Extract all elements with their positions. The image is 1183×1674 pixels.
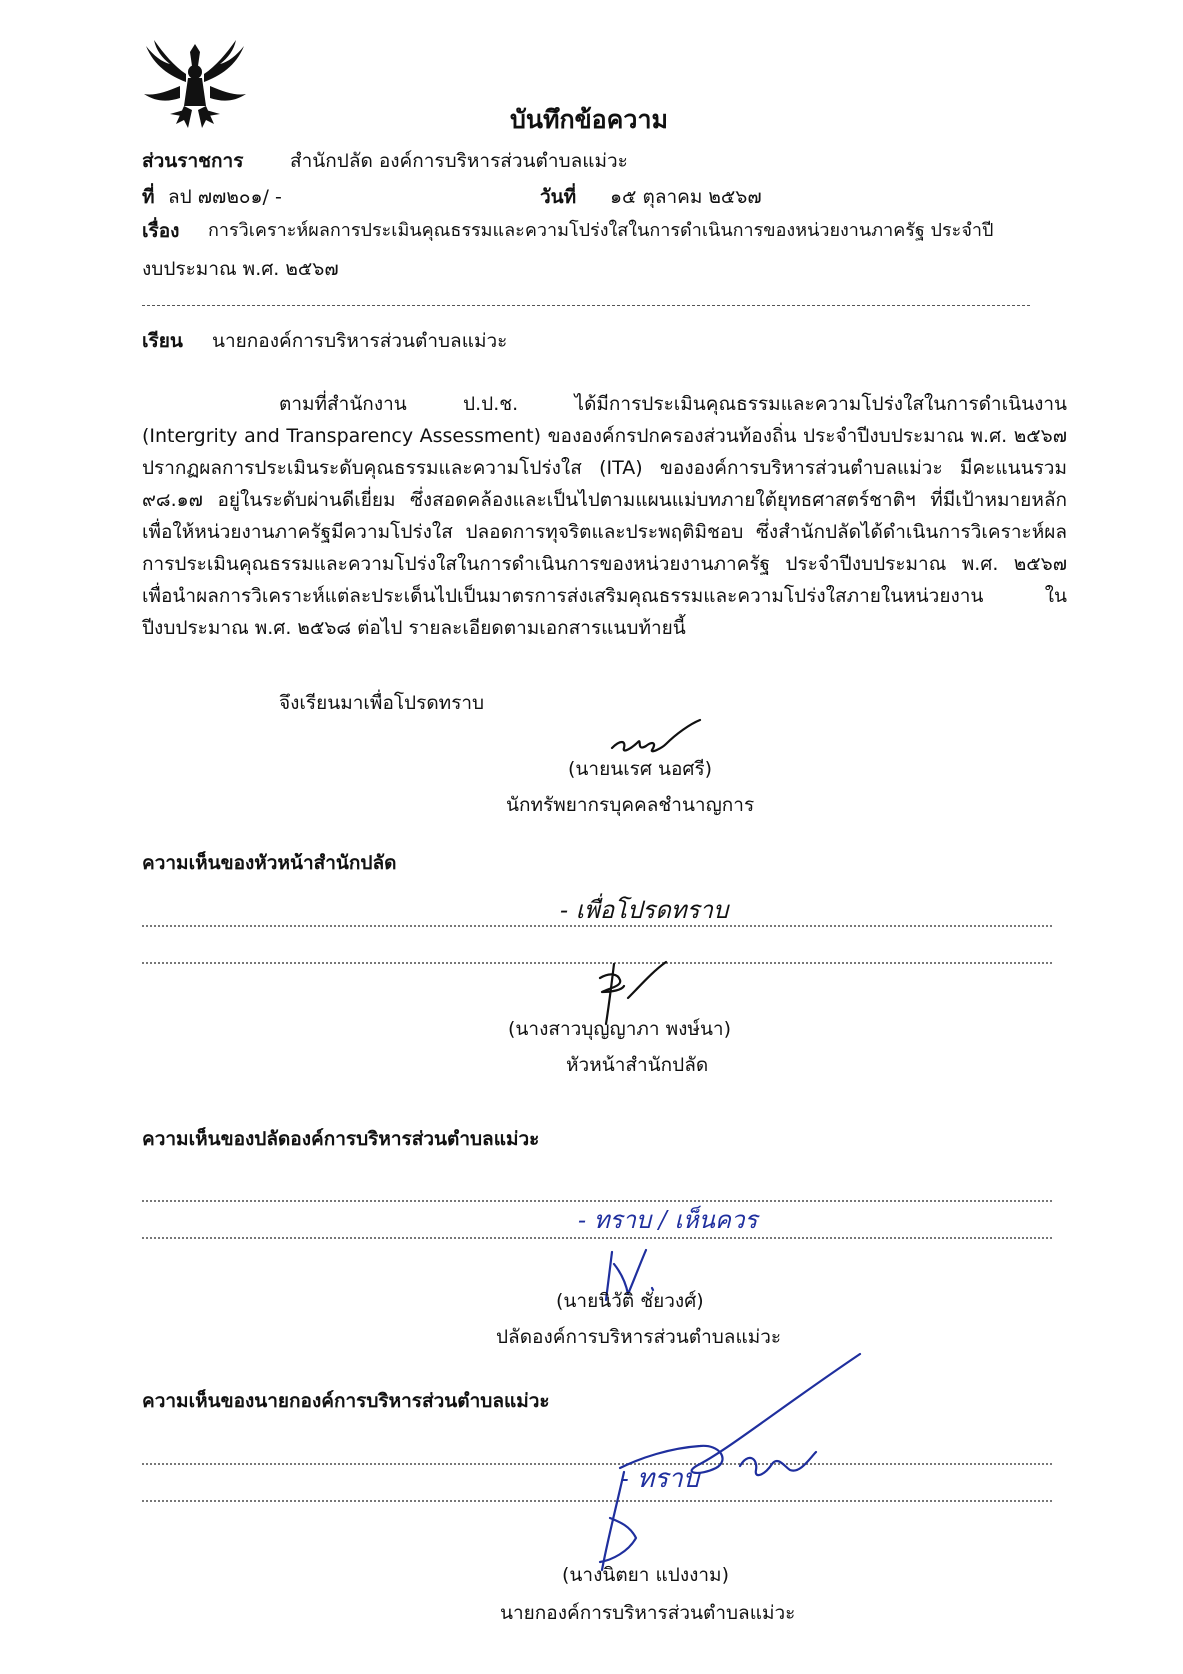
section1-position: หัวหน้าสำนักปลัด [566, 1054, 709, 1076]
dept-value: สำนักปลัด องค์การบริหารส่วนตำบลแม่วะ [290, 150, 628, 172]
salutation-value: นายกองค์การบริหารส่วนตำบลแม่วะ [212, 330, 508, 352]
subject-label: เรื่อง [142, 220, 180, 242]
section3-heading: ความเห็นของนายกองค์การบริหารส่วนตำบลแม่วะ [142, 1390, 550, 1412]
author-signature-icon [606, 718, 706, 762]
closing-line: จึงเรียนมาเพื่อโปรดทราบ [279, 692, 485, 714]
dept-label: ส่วนราชการ [142, 150, 244, 172]
body-paragraph-block [142, 388, 1067, 644]
ref-value: ลป ๗๗๒๐๑/ - [168, 186, 282, 208]
header-divider [142, 305, 1030, 306]
section1-heading: ความเห็นของหัวหน้าสำนักปลัด [142, 852, 397, 874]
section3-signature-icon [580, 1348, 880, 1582]
section2-position: ปลัดองค์การบริหารส่วนตำบลแม่วะ [496, 1326, 782, 1348]
date-value: ๑๕ ตุลาคม ๒๕๖๗ [610, 186, 762, 208]
section1-name: (นางสาวบุญญาภา พงษ์นา) [508, 1018, 732, 1040]
section3-name: (นางนิตยา แปงงาม) [562, 1564, 729, 1586]
author-name: (นายนเรศ นอศรี) [568, 758, 713, 780]
section2-heading: ความเห็นของปลัดองค์การบริหารส่วนตำบลแม่วะ [142, 1128, 540, 1150]
author-position: นักทรัพยากรบุคคลชำนาญการ [506, 794, 755, 816]
memo-title: บันทึกข้อความ [510, 105, 668, 134]
body-paragraph: ตามที่สำนักงาน ป.ป.ช. ได้มีการประเมินคุณธรรมและความโปร่งใสในการดำเนินงาน (Intergrity and Transparency Assessment) ขององค์กรปกครองส่วนท้องถิ่น ประจำปีงบประมาณ พ.ศ. ๒๕๖๗ ปรากฏผลการประเมินระดับคุณธรรมและความโปร่งใส (ITA) ขององค์การบริหารส่วนตำบลแม่วะ มีคะแนนรวม ๙๘.๑๗ อยู่ในระดับผ่านดีเยี่ยม ซึ่งสอดคล้องและเป็นไปตามแผนแม่บทภายใต้ยุทธศาสตร์ชาติฯ ที่มีเป้าหมายหลักเพื่อให้หน่วยงานภาครัฐมีความโปร่งใส ปลอดการทุจริตและประพฤติมิชอบ ซึ่งสำนักปลัดได้ดำเนินการวิเคราะห์ผลการประเมินคุณธรรมและความโปร่งใสในการดำเนินการของหน่วยงานภาครัฐ ประจำปีงบประมาณ พ.ศ. ๒๕๖๗ เพื่อนำผลการวิเคราะห์แต่ละประเด็นไปเป็นมาตรการส่งเสริมคุณธรรมและความโปร่งใสภายในหน่วยงาน ในปีงบประมาณ พ.ศ. ๒๕๖๘ ต่อไป รายละเอียดตามเอกสารแนบท้ายนี้ [142, 393, 1067, 639]
section3-position: นายกองค์การบริหารส่วนตำบลแม่วะ [500, 1602, 796, 1624]
subject-value-line2: งบประมาณ พ.ศ. ๒๕๖๗ [142, 258, 339, 280]
subject-value-line1: การวิเคราะห์ผลการประเมินคุณธรรมและความโปร่งใสในการดำเนินการของหน่วยงานภาครัฐ ประจำปี [208, 220, 994, 241]
section2-handwritten-comment: - ทราบ / เห็นควร [578, 1206, 758, 1234]
section1-handwritten-comment: - เพื่อโปรดทราบ [560, 896, 729, 924]
date-label: วันที่ [540, 186, 577, 208]
section3-handwritten-comment: - ทราบ [620, 1464, 700, 1494]
ref-label: ที่ [142, 186, 155, 208]
section2-name: (นายนิวัติ ชัยวงศ์) [556, 1290, 704, 1312]
garuda-emblem-icon [140, 36, 250, 132]
salutation-label: เรียน [142, 330, 183, 352]
